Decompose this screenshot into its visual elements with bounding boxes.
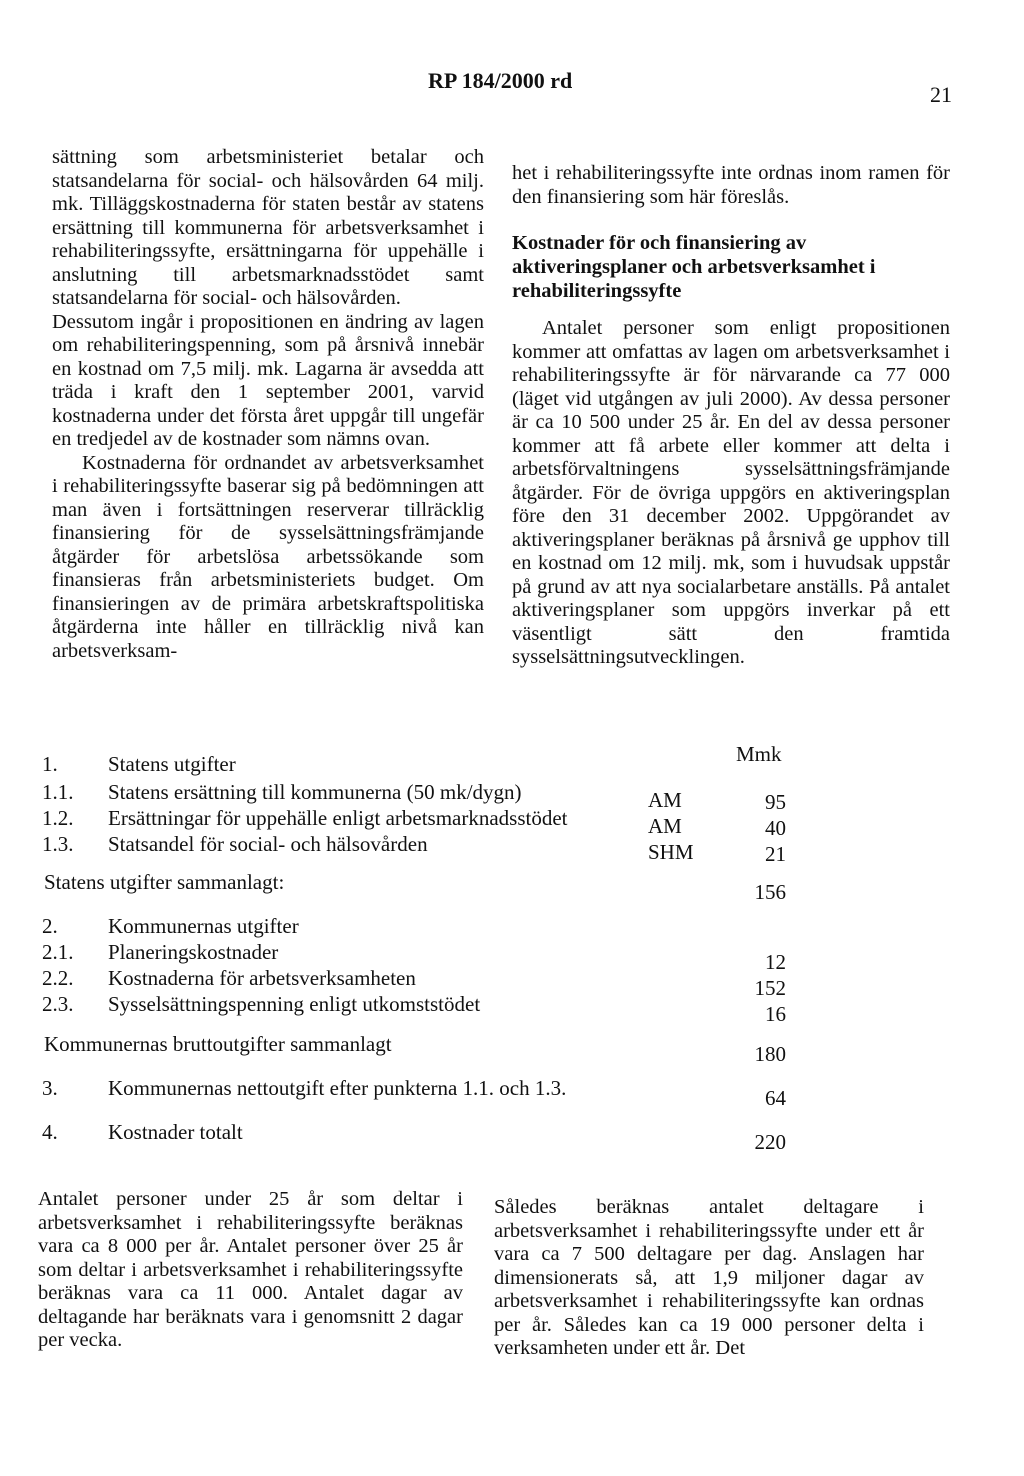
ministry-code: SHM — [648, 840, 694, 864]
row-value: 156 — [754, 880, 786, 904]
document-reference: RP 184/2000 rd — [428, 68, 573, 93]
row-number: 1.2. — [42, 806, 74, 830]
ministry-code: AM — [648, 788, 682, 812]
row-value: 16 — [765, 1002, 786, 1026]
section-heading: Kostnader för och finansiering av aktiveringsplaner och arbetsverksamhet i rehabiliteringssyfte — [512, 232, 876, 302]
table-row — [36, 992, 966, 1026]
unit-label: Mmk — [736, 742, 782, 766]
table-row — [36, 940, 966, 974]
row-label: Sysselsättningspenning enligt utkomststödet — [108, 992, 481, 1016]
paragraph: het i rehabiliteringssyfte inte ordnas inom ramen för den finansiering som här föreslås. — [512, 162, 950, 208]
row-value: 180 — [754, 1042, 786, 1066]
page-header — [0, 68, 1024, 108]
row-label: Statsandel för social- och hälsovården — [108, 832, 428, 856]
total-label: Statens utgifter sammanlagt: — [44, 870, 285, 894]
table-row — [36, 832, 966, 866]
row-number: 2.2. — [42, 966, 74, 990]
row-number: 1. — [42, 752, 58, 776]
table-row — [36, 1076, 966, 1110]
paragraph: sättning som arbetsministeriet betalar och statsandelarna för social- och hälsovården 64 milj. mk. Tilläggskostnaderna för staten består av statens ersättning till kommunerna för arbetsverksamhet i rehabiliteringssyfte, ersättningarna för uppehälle i anslutning till arbetsmarknadsstödet samt statsandelarna för social- och hälsovården. — [52, 146, 484, 309]
table-total-row — [36, 870, 966, 904]
row-number: 4. — [42, 1120, 58, 1144]
row-label: Kostnader totalt — [108, 1120, 243, 1144]
bottom-left-column — [38, 1188, 463, 1353]
row-value: 64 — [765, 1086, 786, 1110]
row-value: 95 — [765, 790, 786, 814]
row-value: 12 — [765, 950, 786, 974]
table-row — [36, 780, 966, 814]
row-number: 2. — [42, 914, 58, 938]
row-label: Statens ersättning till kommunerna (50 mk/dygn) — [108, 780, 522, 804]
bottom-right-column — [494, 1196, 924, 1361]
total-label: Kommunernas bruttoutgifter sammanlagt — [44, 1032, 392, 1056]
row-number: 1.1. — [42, 780, 74, 804]
row-value: 21 — [765, 842, 786, 866]
row-value: 40 — [765, 816, 786, 840]
left-text-column — [52, 146, 484, 663]
paragraph: Antalet personer som enligt propositionen kommer att omfattas av lagen om arbetsverksamhet i rehabiliteringssyfte är för närvarande ca 77 000 (läget vid utgången av juli 2000). Av dessa personer är ca 10 500 under 25 år. En del av dessa personer kommer att få arbete eller kommer att delta i arbetsförvaltningens sysselsättningsfrämjande åtgärder. För de övriga uppgörs en aktiveringsplan före den 31 december 2002. Uppgörandet av aktiveringsplaner beräknas på årsnivå ge upphov till en kostnad om 12 milj. mk, som i huvudsak uppstår på grund av att nya socialarbetare anställs. På antalet aktiveringsplaner som uppgörs inverkar på ett väsentligt sätt den framtida sysselsättningsutvecklingen. — [512, 317, 950, 668]
table-row — [36, 752, 966, 776]
row-label: Planeringskostnader — [108, 940, 279, 964]
row-number: 2.3. — [42, 992, 74, 1016]
row-number: 1.3. — [42, 832, 74, 856]
table-row — [36, 914, 966, 938]
page-number: 21 — [930, 82, 952, 107]
table-row — [36, 1120, 966, 1154]
paragraph: Dessutom ingår i propositionen en ändring av lagen om rehabiliteringspenning, som på årsnivå innebär en kostnad om 7,5 milj. mk. Lagarna är avsedda att träda i kraft den 1 september 2001, varvid kostnaderna under det första året uppgår till ungefär en tredjedel av de kostnader som nämns ovan. — [52, 310, 484, 450]
row-label: Statens utgifter — [108, 752, 236, 776]
paragraph: Antalet personer under 25 år som deltar i arbetsverksamhet i rehabiliteringssyfte beräknas vara ca 8 000 per år. Antalet personer över 25 år som deltar i arbetsverksamhet i rehabiliteringssyfte beräknas vara ca 11 000. Antalet dagar av deltagande har beräknats vara i genomsnitt 2 dagar per vecka. — [38, 1188, 463, 1351]
table-row — [36, 806, 966, 840]
row-label: Kommunernas utgifter — [108, 914, 299, 938]
row-number: 3. — [42, 1076, 58, 1100]
table-row — [36, 966, 966, 1000]
row-label: Ersättningar för uppehälle enligt arbetsmarknadsstödet — [108, 806, 568, 830]
table-total-row — [36, 1032, 966, 1066]
row-label: Kommunernas nettoutgift efter punkterna 1.1. och 1.3. — [108, 1076, 567, 1100]
ministry-code: AM — [648, 814, 682, 838]
right-text-column — [512, 162, 950, 670]
paragraph: Kostnaderna för ordnandet av arbetsverksamhet i rehabiliteringssyfte baserar sig på bedömningen att man även i fortsättningen reserverar tillräcklig finansiering för de sysselsättningsfrämjande åtgärder för arbetslösa arbetssökande som finansieras från arbetsministeriets budget. Om finansieringen av de primära arbetskraftspolitiska åtgärderna inte håller en tillräcklig nivå kan arbetsverksam- — [52, 451, 484, 662]
paragraph: Således beräknas antalet deltagare i arbetsverksamhet i rehabiliteringssyfte under ett år vara ca 7 500 deltagare per dag. Anslagen har dimensionerats så, att 1,9 miljoner dagar av arbetsverksamhet i rehabiliteringssyfte kan ordnas per år. Således kan ca 19 000 personer delta i verksamheten under ett år. Det — [494, 1196, 924, 1359]
cost-table — [36, 742, 966, 1154]
row-label: Kostnaderna för arbetsverksamheten — [108, 966, 416, 990]
row-number: 2.1. — [42, 940, 74, 964]
row-value: 220 — [754, 1130, 786, 1154]
row-value: 152 — [754, 976, 786, 1000]
